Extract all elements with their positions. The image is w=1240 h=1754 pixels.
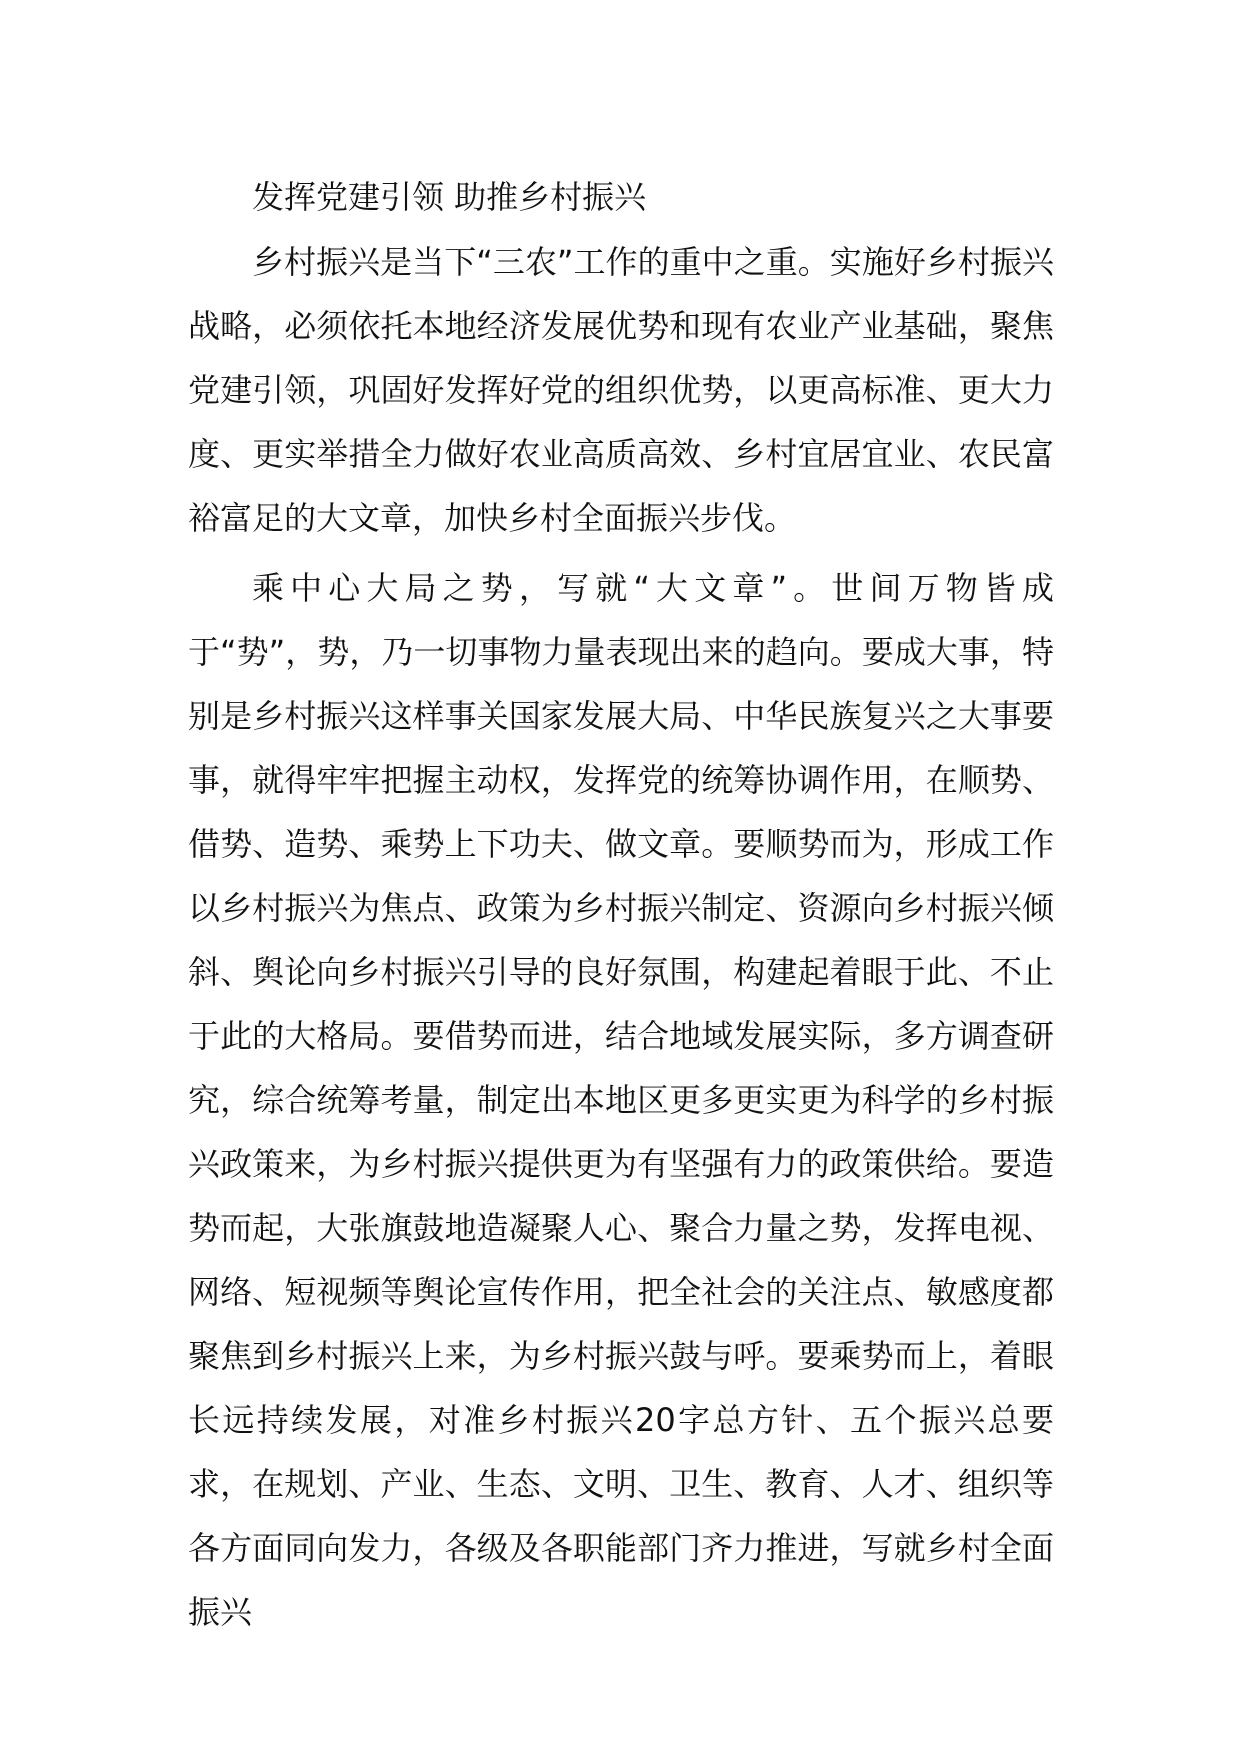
paragraph-2: 乘中心大局之势，写就“大文章”。世间万物皆成于“势”，势，乃一切事物力量表现出来的趋向。要成大事，特别是乡村振兴这样事关国家发展大局、中华民族复兴之大事要事，就得牢牢把握主动权，发挥党的统筹协调作用，在顺势、借势、造势、乘势上下功夫、做文章。要顺势而为，形成工作以乡村振兴为焦点、政策为乡村振兴制定、资源向乡村振兴倾斜、舆论向乡村振兴引导的良好氛围，构建起着眼于此、不止于此的大格局。要借势而进，结合地域发展实际，多方调查研究，综合统筹考量，制定出本地区更多更实更为科学的乡村振兴政策来，为乡村振兴提供更为有坚强有力的政策供给。要造势而起，大张旗鼓地造凝聚人心、聚合力量之势，发挥电视、网络、短视频等舆论宣传作用，把全社会的关注点、敏感度都聚焦到乡村振兴上来，为乡村振兴鼓与呼。要乘势而上，着眼长远持续发展，对准乡村振兴20字总方针、五个振兴总要求，在规划、产业、生态、文明、卫生、教育、人才、组织等各方面同向发力，各级及各职能部门齐力推进，写就乡村全面振兴 [188, 569, 1054, 1631]
paragraph-1: 乡村振兴是当下“三农”工作的重中之重。实施好乡村振兴战略，必须依托本地经济发展优势和现有农业产业基础，聚焦党建引领，巩固好发挥好党的组织优势，以更高标准、更大力度、更实举措全力做好农业高质高效、乡村宜居宜业、农民富裕富足的大文章，加快乡村全面振兴步伐。 [188, 243, 1054, 537]
document-title: 发挥党建引领 助推乡村振兴 [252, 178, 647, 216]
document-body [188, 172, 1054, 1644]
